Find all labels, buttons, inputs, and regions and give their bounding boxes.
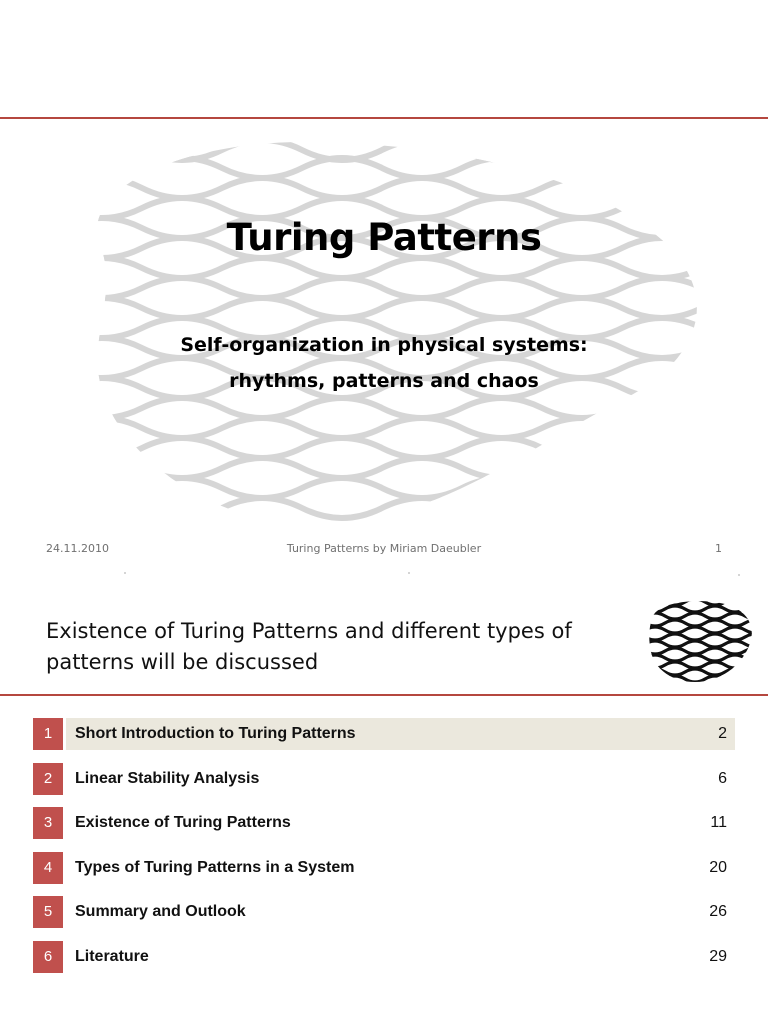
- toc-item-2[interactable]: [33, 763, 735, 795]
- toc-item-5[interactable]: [33, 896, 735, 928]
- toc-item-6[interactable]: [33, 941, 735, 973]
- toc-page: 26: [709, 903, 727, 920]
- slide-title: Turing Patterns: [226, 216, 542, 259]
- toc-number: 5: [33, 896, 63, 928]
- top-divider: [0, 117, 768, 119]
- footer-date: 24.11.2010: [46, 542, 109, 555]
- toc-item-1[interactable]: [33, 718, 735, 750]
- toc-label: Summary and Outlook: [75, 903, 246, 920]
- slide-subtitle-line1: Self-organization in physical systems:: [180, 334, 588, 356]
- toc-label: Literature: [75, 947, 149, 965]
- toc-number: 3: [33, 807, 63, 839]
- toc-number: 1: [33, 718, 63, 750]
- agenda-heading-line2: patterns will be discussed: [46, 650, 319, 674]
- toc-page: 20: [709, 858, 727, 876]
- speck: [124, 572, 126, 574]
- toc-number: 2: [33, 763, 63, 795]
- agenda-slide: [0, 588, 768, 1024]
- toc-label: Types of Turing Patterns in a System: [75, 858, 355, 876]
- toc-page: 2: [718, 725, 727, 742]
- agenda-heading: [46, 616, 606, 678]
- toc-number: 4: [33, 852, 63, 884]
- toc-page: 11: [710, 814, 727, 831]
- footer-author: Turing Patterns by Miriam Daeubler: [286, 542, 482, 555]
- toc-item-3[interactable]: [33, 807, 735, 839]
- footer-page-number: 1: [715, 542, 722, 555]
- toc-number: 6: [33, 941, 63, 973]
- toc-page: 29: [709, 947, 727, 965]
- agenda-divider: [0, 694, 768, 696]
- table-of-contents: [33, 718, 735, 985]
- toc-label: Linear Stability Analysis: [75, 769, 260, 787]
- slide-gap: [0, 572, 768, 588]
- toc-page: 6: [718, 769, 727, 787]
- toc-label: Existence of Turing Patterns: [75, 814, 291, 831]
- turing-pattern-thumbnail-icon: [645, 596, 757, 684]
- toc-label: Short Introduction to Turing Patterns: [75, 725, 356, 742]
- toc-item-4[interactable]: [33, 852, 735, 884]
- speck: [408, 572, 410, 574]
- agenda-heading-line1: Existence of Turing Patterns and different types of: [46, 619, 572, 643]
- speck: [738, 574, 740, 576]
- slide-subtitle-line2: rhythms, patterns and chaos: [229, 370, 539, 392]
- turing-pattern-background: [62, 130, 712, 530]
